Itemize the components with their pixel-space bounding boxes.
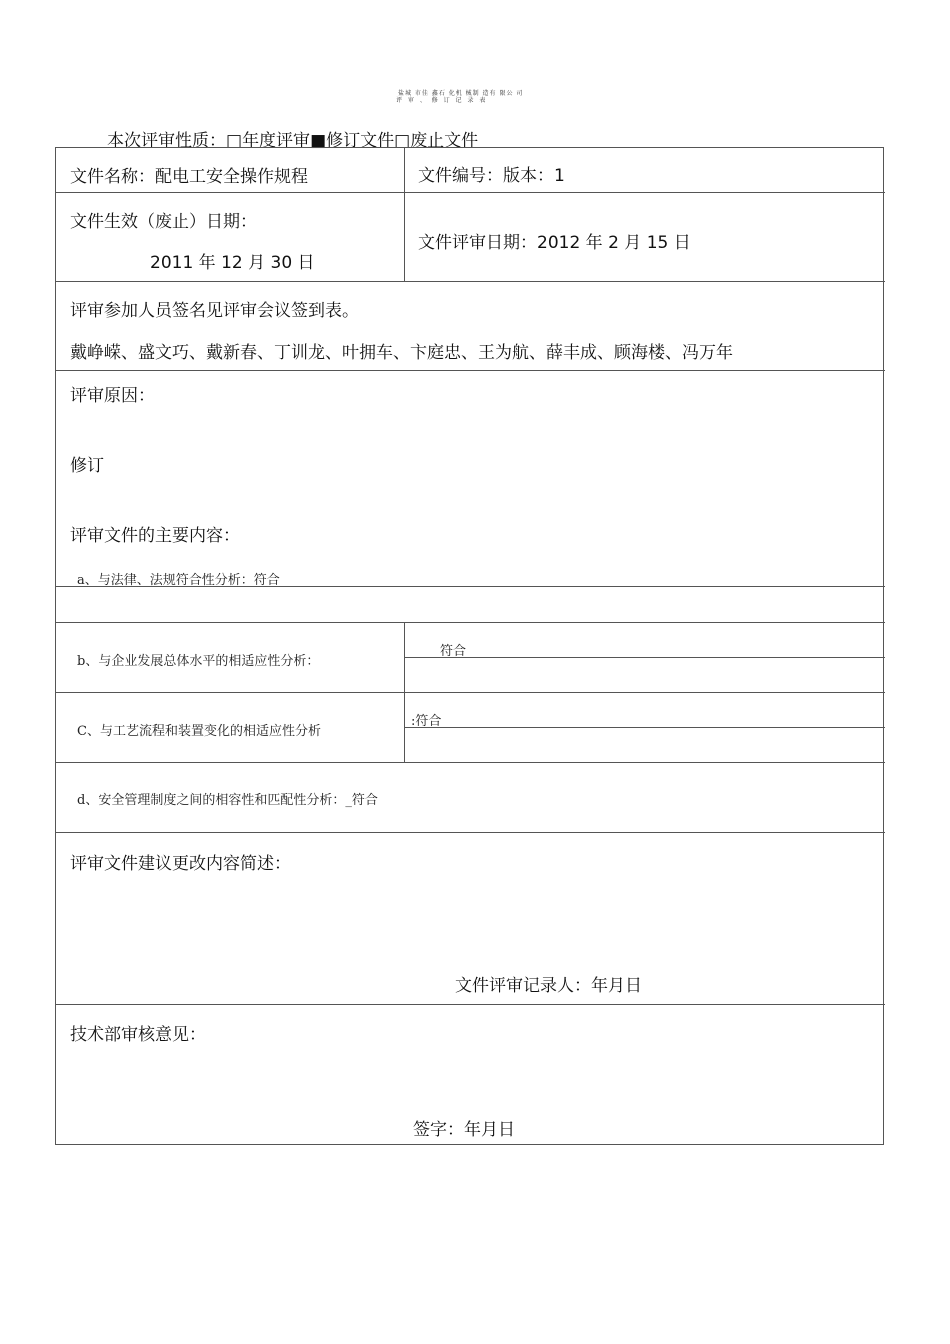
recorder-signature: 文件评审记录人：年月日 [455,976,642,996]
tech-dept-label: 技术部审核意见： [70,1025,206,1045]
row-divider [56,1004,885,1005]
participants-note: 评审参加人员签名见评审会议签到表。 [70,301,359,321]
file-name: 文件名称：配电工安全操作规程 [70,167,308,187]
checkbox-revise[interactable]: ■ [310,131,327,151]
column-divider [404,622,405,762]
participants-names: 戴峥嵘、盛文巧、戴新春、丁训龙、叶拥车、卞庭忠、王为航、薛丰成、顾海楼、冯万年 [70,343,733,363]
row-divider [56,370,885,371]
row-divider [404,727,885,728]
row-divider [56,192,885,193]
effective-date-value: 2011 年 12 月 30 日 [150,253,315,273]
review-form-table [55,147,884,1145]
row-divider [56,692,885,693]
analysis-d: d、安全管理制度之间的相容性和匹配性分析：_符合 [77,793,378,808]
option-annual-label: 年度评审 [242,131,311,151]
review-date: 文件评审日期：2012 年 2 月 15 日 [418,233,691,253]
analysis-b-value: 符合 [440,644,467,659]
effective-date-label: 文件生效（废止）日期： [70,212,257,232]
suggestions-label: 评审文件建议更改内容简述： [70,854,291,874]
review-reason-value: 修订 [70,456,104,476]
row-divider [56,622,885,623]
analysis-b-label: b、与企业发展总体水平的相适应性分析： [77,654,320,669]
option-revise-label: 修订文件 [326,131,395,151]
row-divider [56,762,885,763]
analysis-c-value: :符合 [411,714,442,729]
file-number: 文件编号：版本：1 [418,166,565,186]
tech-dept-signature: 签字：年月日 [413,1120,515,1140]
row-divider [56,281,885,282]
document-title: 评 审 、 修 订 记 录 表 [396,97,488,104]
row-divider [404,657,885,658]
review-reason-label: 评审原因： [70,386,155,406]
main-content-label: 评审文件的主要内容： [70,526,240,546]
analysis-c-label: C、与工艺流程和装置变化的相适应性分析 [77,724,321,739]
company-name: 盐城 市佳 鑫石 化机 械制 造有 限公 司 [398,90,524,97]
option-abolish-label: 废止文件 [410,131,479,151]
review-nature-label: 本次评审性质： [107,131,226,151]
column-divider [404,148,405,281]
analysis-a: a、与法律、法规符合性分析：符合 [77,573,280,588]
checkbox-abolish[interactable]: □ [394,131,411,151]
checkbox-annual[interactable]: □ [226,131,243,151]
row-divider [56,832,885,833]
